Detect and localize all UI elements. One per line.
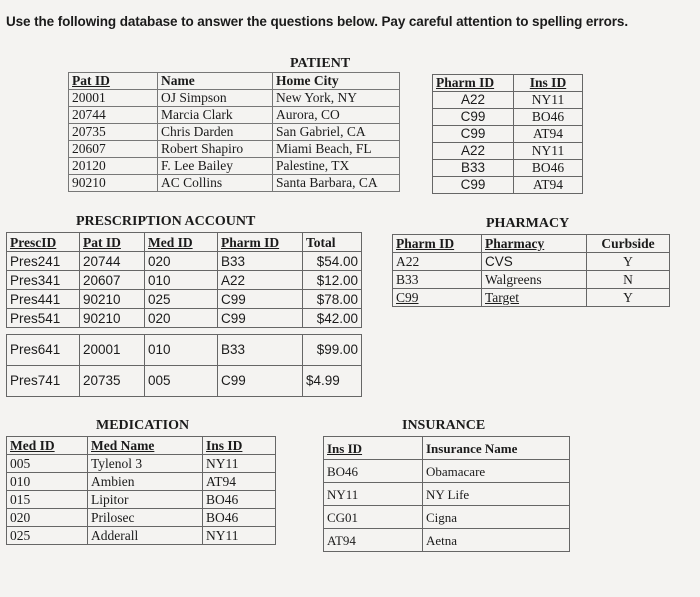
table-row	[393, 289, 670, 307]
table-cell: NY11	[514, 143, 583, 160]
table-cell: 20735	[69, 124, 158, 141]
table-row	[7, 455, 276, 473]
pharmacy-table-caption: PHARMACY	[486, 216, 570, 231]
table-cell: Tylenol 3	[88, 455, 203, 473]
table-cell: Robert Shapiro	[158, 141, 273, 158]
table-cell: C99	[218, 290, 303, 309]
column-header: Ins ID	[514, 75, 583, 92]
table-cell: 020	[7, 509, 88, 527]
table-cell: NY11	[203, 455, 276, 473]
table-cell: Palestine, TX	[273, 158, 400, 175]
table-cell: NY11	[203, 527, 276, 545]
column-header: Total	[303, 233, 362, 252]
table-cell: 20607	[80, 271, 145, 290]
table-cell: Adderall	[88, 527, 203, 545]
table-row	[433, 177, 583, 194]
prescription-table-caption: PRESCRIPTION ACCOUNT	[76, 214, 256, 229]
column-header: Med ID	[7, 437, 88, 455]
table-cell: 015	[7, 491, 88, 509]
table-cell: C99	[433, 126, 514, 143]
column-header: Ins ID	[324, 437, 423, 460]
table-cell: Target	[482, 289, 587, 307]
instructions-text: Use the following database to answer the questions below. Pay careful attention to spelling errors.	[6, 14, 628, 29]
table-header-row	[433, 75, 583, 92]
table-cell: AT94	[324, 529, 423, 552]
table-cell: B33	[218, 335, 303, 366]
table-cell: Walgreens	[482, 271, 587, 289]
table-row	[393, 253, 670, 271]
table-cell: Pres441	[7, 290, 80, 309]
table-cell: 20744	[69, 107, 158, 124]
table-row	[433, 109, 583, 126]
medication-table	[6, 436, 276, 545]
table-cell: 20001	[69, 90, 158, 107]
table-cell: AT94	[203, 473, 276, 491]
column-header: Home City	[273, 73, 400, 90]
table-cell: 005	[7, 455, 88, 473]
column-header: Insurance Name	[423, 437, 570, 460]
table-cell: 025	[145, 290, 218, 309]
table-cell: BO46	[514, 160, 583, 177]
table-cell: NY11	[514, 92, 583, 109]
table-row	[433, 143, 583, 160]
table-cell: $78.00	[303, 290, 362, 309]
table-cell: Pres241	[7, 252, 80, 271]
column-header: Curbside	[587, 235, 670, 253]
table-cell: A22	[218, 271, 303, 290]
table-cell: $42.00	[303, 309, 362, 328]
table-cell: Aetna	[423, 529, 570, 552]
table-cell: 020	[145, 309, 218, 328]
table-cell: AC Collins	[158, 175, 273, 192]
table-cell: AT94	[514, 177, 583, 194]
medication-table-caption: MEDICATION	[96, 418, 190, 433]
table-row	[7, 473, 276, 491]
prescription-extra-rows	[6, 334, 362, 397]
table-header-row	[324, 437, 570, 460]
table-row	[7, 366, 362, 397]
table-cell: $4.99	[303, 366, 362, 397]
table-cell: Lipitor	[88, 491, 203, 509]
table-row	[324, 529, 570, 552]
table-row	[7, 527, 276, 545]
table-row	[324, 506, 570, 529]
table-cell: Pres341	[7, 271, 80, 290]
table-cell: Santa Barbara, CA	[273, 175, 400, 192]
table-cell: CVS	[482, 253, 587, 271]
table-row	[7, 252, 362, 271]
table-cell: Miami Beach, FL	[273, 141, 400, 158]
column-header: Name	[158, 73, 273, 90]
patient-table-ids	[432, 74, 583, 194]
table-row	[69, 124, 400, 141]
table-cell: Pres741	[7, 366, 80, 397]
column-header: Pharm ID	[433, 75, 514, 92]
column-header: Pharm ID	[393, 235, 482, 253]
table-cell: 20120	[69, 158, 158, 175]
insurance-table-caption: INSURANCE	[402, 418, 486, 433]
table-cell: Pres541	[7, 309, 80, 328]
table-row	[7, 309, 362, 328]
table-cell: AT94	[514, 126, 583, 143]
table-row	[7, 335, 362, 366]
patient-table	[68, 72, 400, 192]
column-header: Ins ID	[203, 437, 276, 455]
table-cell: 010	[145, 271, 218, 290]
table-cell: 025	[7, 527, 88, 545]
table-row	[393, 271, 670, 289]
column-header: Pat ID	[69, 73, 158, 90]
table-cell: $12.00	[303, 271, 362, 290]
column-header: Med ID	[145, 233, 218, 252]
table-cell: 020	[145, 252, 218, 271]
table-header-row	[393, 235, 670, 253]
table-cell: B33	[218, 252, 303, 271]
table-row	[433, 92, 583, 109]
pharmacy-table	[392, 234, 670, 307]
table-cell: A22	[393, 253, 482, 271]
table-cell: NY Life	[423, 483, 570, 506]
table-cell: Cigna	[423, 506, 570, 529]
table-row	[7, 509, 276, 527]
table-row	[324, 460, 570, 483]
table-cell: San Gabriel, CA	[273, 124, 400, 141]
column-header: Pharm ID	[218, 233, 303, 252]
table-cell: F. Lee Bailey	[158, 158, 273, 175]
table-row	[69, 141, 400, 158]
table-cell: 90210	[80, 290, 145, 309]
table-cell: BO46	[514, 109, 583, 126]
table-cell: C99	[218, 309, 303, 328]
table-cell: B33	[433, 160, 514, 177]
table-cell: Marcia Clark	[158, 107, 273, 124]
table-cell: B33	[393, 271, 482, 289]
table-cell: C99	[433, 177, 514, 194]
table-cell: Aurora, CO	[273, 107, 400, 124]
table-cell: OJ Simpson	[158, 90, 273, 107]
table-row	[324, 483, 570, 506]
table-cell: BO46	[203, 509, 276, 527]
patient-table-caption: PATIENT	[290, 56, 351, 71]
table-cell: N	[587, 271, 670, 289]
table-row	[7, 491, 276, 509]
table-cell: 005	[145, 366, 218, 397]
table-cell: $99.00	[303, 335, 362, 366]
table-cell: 20735	[80, 366, 145, 397]
table-cell: CG01	[324, 506, 423, 529]
table-header-row	[7, 437, 276, 455]
table-cell: 20744	[80, 252, 145, 271]
table-cell: BO46	[203, 491, 276, 509]
column-header: Pat ID	[80, 233, 145, 252]
table-row	[7, 271, 362, 290]
table-cell: Prilosec	[88, 509, 203, 527]
table-cell: Pres641	[7, 335, 80, 366]
table-cell: 010	[145, 335, 218, 366]
table-cell: A22	[433, 143, 514, 160]
table-cell: A22	[433, 92, 514, 109]
table-cell: Y	[587, 289, 670, 307]
table-header-row	[69, 73, 400, 90]
table-cell: NY11	[324, 483, 423, 506]
table-cell: Chris Darden	[158, 124, 273, 141]
prescription-table	[6, 232, 362, 328]
column-header: PrescID	[7, 233, 80, 252]
table-row	[433, 126, 583, 143]
table-cell: Ambien	[88, 473, 203, 491]
table-cell: 010	[7, 473, 88, 491]
table-row	[7, 290, 362, 309]
table-cell: $54.00	[303, 252, 362, 271]
table-row	[433, 160, 583, 177]
insurance-table	[323, 436, 570, 552]
table-row	[69, 175, 400, 192]
table-header-row	[7, 233, 362, 252]
table-cell: Obamacare	[423, 460, 570, 483]
table-row	[69, 90, 400, 107]
table-cell: Y	[587, 253, 670, 271]
column-header: Pharmacy	[482, 235, 587, 253]
table-cell: New York, NY	[273, 90, 400, 107]
table-cell: 90210	[80, 309, 145, 328]
table-cell: 20001	[80, 335, 145, 366]
table-cell: 90210	[69, 175, 158, 192]
table-cell: BO46	[324, 460, 423, 483]
table-row	[69, 107, 400, 124]
table-cell: C99	[433, 109, 514, 126]
table-cell: C99	[218, 366, 303, 397]
table-cell: C99	[393, 289, 482, 307]
table-cell: 20607	[69, 141, 158, 158]
column-header: Med Name	[88, 437, 203, 455]
table-row	[69, 158, 400, 175]
